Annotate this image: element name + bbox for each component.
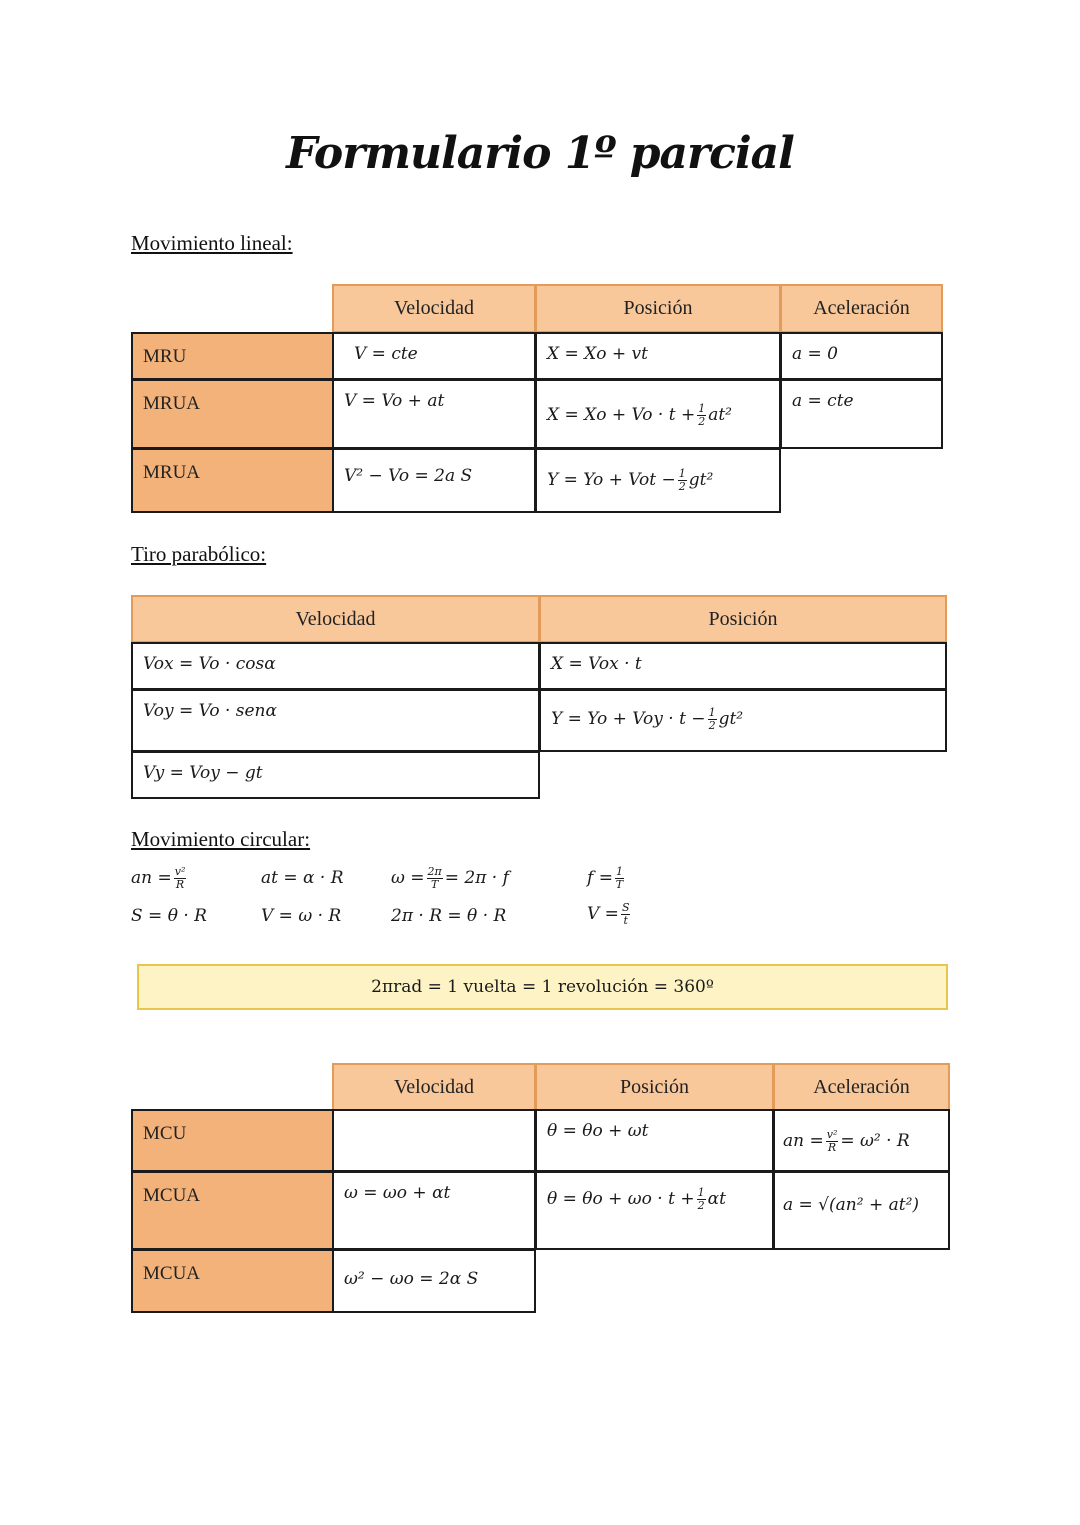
- page-title: Formulario 1º parcial: [286, 128, 794, 179]
- row-label-mrua-1: MRUA: [131, 379, 334, 449]
- header-posicion: Posición: [539, 595, 947, 643]
- fraction-one-half: $\frac{1}{2}$: [698, 402, 706, 428]
- header-velocidad: Velocidad: [131, 595, 540, 643]
- section-heading-parabolico: Tiro parabólico:: [131, 542, 267, 566]
- fraction-one-half: $\frac{1}{2}$: [708, 706, 716, 732]
- header-posicion: Posición: [535, 1063, 774, 1111]
- header-aceleracion: Aceleración: [780, 284, 943, 333]
- cell-parabolico-x: X = Vox · t: [539, 642, 947, 690]
- cell-mru-velocidad: V = cte: [332, 332, 536, 380]
- cell-mru-aceleracion: a = 0: [780, 332, 943, 380]
- cell-mru-posicion: X = Xo + vt: [535, 332, 781, 380]
- formula-relation: 2π · R = θ · R: [391, 906, 507, 926]
- cell-mcua1-aceleracion: a = √(an² + at²): [773, 1171, 950, 1250]
- cell-mcu-velocidad: [332, 1109, 536, 1172]
- section-heading-lineal: Movimiento lineal:: [131, 231, 293, 255]
- cell-parabolico-vy: Vy = Voy − gt: [131, 751, 540, 799]
- formula-omega: ω = $\frac{2\pi}{T}$ = 2π · f: [391, 865, 509, 891]
- formula-s: S = θ · R: [131, 906, 207, 926]
- header-posicion: Posición: [535, 284, 781, 333]
- cell-mcu-aceleracion: an = $\frac{\text{v²}}{R}$ = ω² · R: [773, 1109, 950, 1172]
- cell-mcua1-velocidad: ω = ωo + αt: [332, 1171, 536, 1250]
- header-velocidad: Velocidad: [332, 1063, 536, 1111]
- row-label-mcu: MCU: [131, 1109, 334, 1172]
- header-aceleracion: Aceleración: [773, 1063, 950, 1111]
- cell-mcua2-velocidad: ω² − ωo = 2α S: [332, 1249, 536, 1313]
- cell-parabolico-vox: Vox = Vo · cosα: [131, 642, 540, 690]
- cell-mrua1-aceleracion: a = cte: [780, 379, 943, 449]
- row-label-mrua-2: MRUA: [131, 448, 334, 513]
- cell-parabolico-y: Y = Yo + Voy · t − $\frac{1}{2}$ gt²: [539, 689, 947, 752]
- cell-mcu-posicion: θ = θo + ωt: [535, 1109, 774, 1172]
- cell-mcua1-posicion: θ = θo + ωo · t + $\frac{1}{2}$ αt: [535, 1171, 774, 1250]
- cell-parabolico-voy: Voy = Vo · senα: [131, 689, 540, 752]
- cell-mrua1-velocidad: V = Vo + at: [332, 379, 536, 449]
- conversion-banner: 2πrad = 1 vuelta = 1 revolución = 360º: [137, 964, 948, 1010]
- formula-at: at = α · R: [261, 868, 344, 888]
- formula-v-s-t: V = $\frac{S}{t}$: [587, 901, 630, 927]
- header-velocidad: Velocidad: [332, 284, 536, 333]
- row-label-mcua-1: MCUA: [131, 1171, 334, 1250]
- formula-f: f = $\frac{1}{T}$: [587, 865, 624, 891]
- cell-mrua2-posicion: Y = Yo + Vot − $\frac{1}{2}$ gt²: [535, 448, 781, 513]
- row-label-mcua-2: MCUA: [131, 1249, 334, 1313]
- fraction-one-half: $\frac{1}{2}$: [678, 467, 686, 493]
- cell-mrua1-posicion: X = Xo + Vo · t + $\frac{1}{2}$ at²: [535, 379, 781, 449]
- cell-mrua2-velocidad: V² − Vo = 2a S: [332, 448, 536, 513]
- row-label-mru: MRU: [131, 332, 334, 380]
- formula-v: V = ω · R: [261, 906, 342, 926]
- section-heading-circular: Movimiento circular:: [131, 827, 311, 851]
- formula-an: an = $\frac{\text{v²}}{R}$: [131, 865, 186, 891]
